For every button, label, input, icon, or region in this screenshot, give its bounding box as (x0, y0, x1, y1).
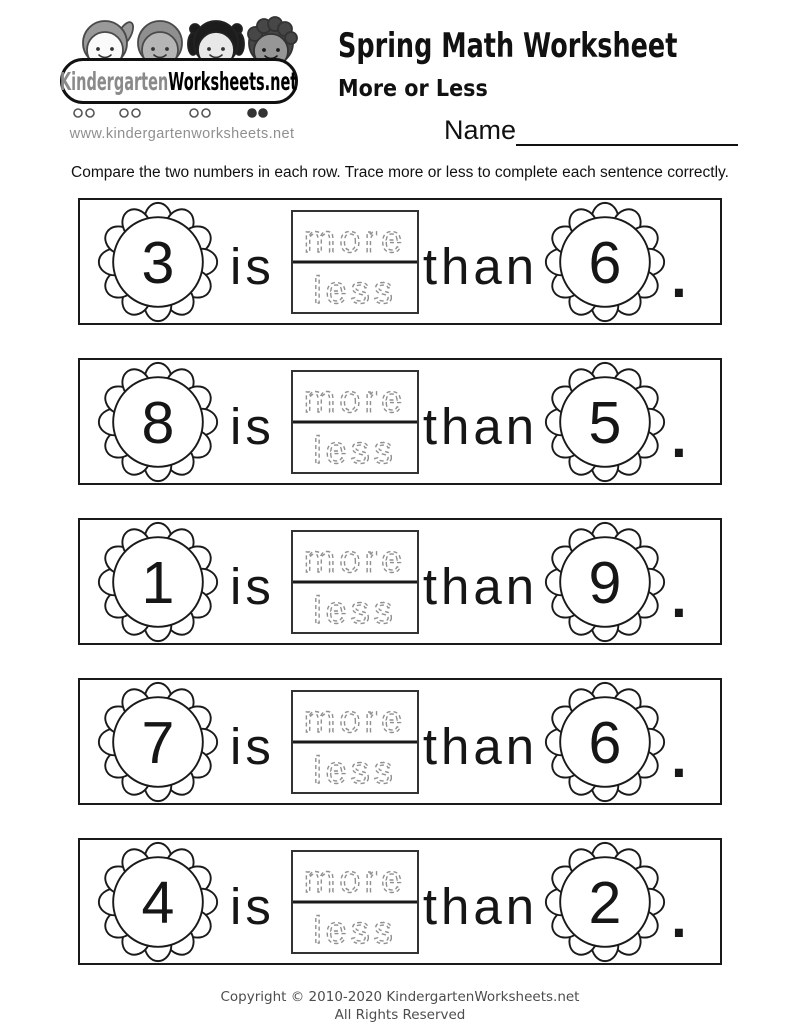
sentence-period: . (671, 406, 687, 469)
word-is: is (230, 238, 275, 295)
name-input-line[interactable] (516, 114, 738, 146)
logo-banner (60, 58, 298, 104)
name-field-row (444, 114, 738, 146)
rights-line: All Rights Reserved (334, 1007, 466, 1024)
word-than: than (422, 558, 539, 615)
trace-answer-box[interactable] (291, 370, 419, 474)
logo-wordmark-black: Worksheets.net (168, 66, 298, 96)
flower-left-icon (96, 360, 220, 484)
word-is: is (230, 878, 275, 935)
trace-answer-box[interactable] (291, 690, 419, 794)
logo-wordmark-gray: Kindergarten (60, 66, 169, 96)
trace-answer-box[interactable] (291, 210, 419, 314)
trace-word-less[interactable]: less (313, 909, 397, 952)
word-than: than (422, 398, 539, 455)
page-subtitle: More or Less (338, 76, 488, 102)
flower-left-icon (96, 840, 220, 964)
left-number: 7 (141, 708, 175, 776)
word-is: is (230, 718, 275, 775)
left-number: 8 (141, 388, 175, 456)
right-number: 9 (588, 548, 622, 616)
word-is: is (230, 558, 275, 615)
right-number: 6 (588, 708, 622, 776)
flower-left-icon (96, 520, 220, 644)
worksheet-row (78, 198, 722, 325)
trace-word-less[interactable]: less (313, 589, 397, 632)
worksheet-row (78, 518, 722, 645)
trace-word-more[interactable]: more (303, 218, 407, 261)
right-number: 5 (588, 388, 622, 456)
trace-word-less[interactable]: less (313, 269, 397, 312)
site-logo (60, 14, 304, 146)
trace-word-less[interactable]: less (313, 429, 397, 472)
worksheet-row (78, 678, 722, 805)
worksheet-row (78, 838, 722, 965)
trace-answer-box[interactable] (291, 850, 419, 954)
left-number: 1 (141, 548, 175, 616)
sentence-period: . (671, 726, 687, 789)
flower-right-icon (543, 680, 667, 804)
left-number: 4 (141, 868, 175, 936)
trace-word-more[interactable]: more (303, 858, 407, 901)
word-is: is (230, 398, 275, 455)
right-number: 2 (588, 868, 622, 936)
flower-right-icon (543, 840, 667, 964)
flower-right-icon (543, 200, 667, 324)
flower-right-icon (543, 360, 667, 484)
word-than: than (422, 238, 539, 295)
trace-word-less[interactable]: less (313, 749, 397, 792)
flower-left-icon (96, 680, 220, 804)
word-than: than (422, 718, 539, 775)
copyright-footer (0, 988, 800, 1024)
logo-wordmark (60, 67, 297, 96)
worksheet-row (78, 358, 722, 485)
flower-left-icon (96, 200, 220, 324)
page-title: Spring Math Worksheet (338, 26, 678, 66)
trace-word-more[interactable]: more (303, 698, 407, 741)
trace-word-more[interactable]: more (303, 538, 407, 581)
trace-answer-box[interactable] (291, 530, 419, 634)
left-number: 3 (141, 228, 175, 296)
copyright-line: Copyright © 2010-2020 KindergartenWorksheets.net (220, 989, 580, 1005)
name-label: Name (444, 115, 517, 146)
right-number: 6 (588, 228, 622, 296)
site-url: www.kindergartenworksheets.net (69, 126, 295, 142)
sentence-period: . (671, 246, 687, 309)
sentence-period: . (671, 886, 687, 949)
flower-right-icon (543, 520, 667, 644)
instructions-text: Compare the two numbers in each row. Trace more or less to complete each sentence correctly. (71, 164, 729, 181)
trace-word-more[interactable]: more (303, 378, 407, 421)
worksheet-rows (78, 198, 722, 998)
word-than: than (422, 878, 539, 935)
kids-feet-icon (60, 106, 298, 122)
sentence-period: . (671, 566, 687, 629)
